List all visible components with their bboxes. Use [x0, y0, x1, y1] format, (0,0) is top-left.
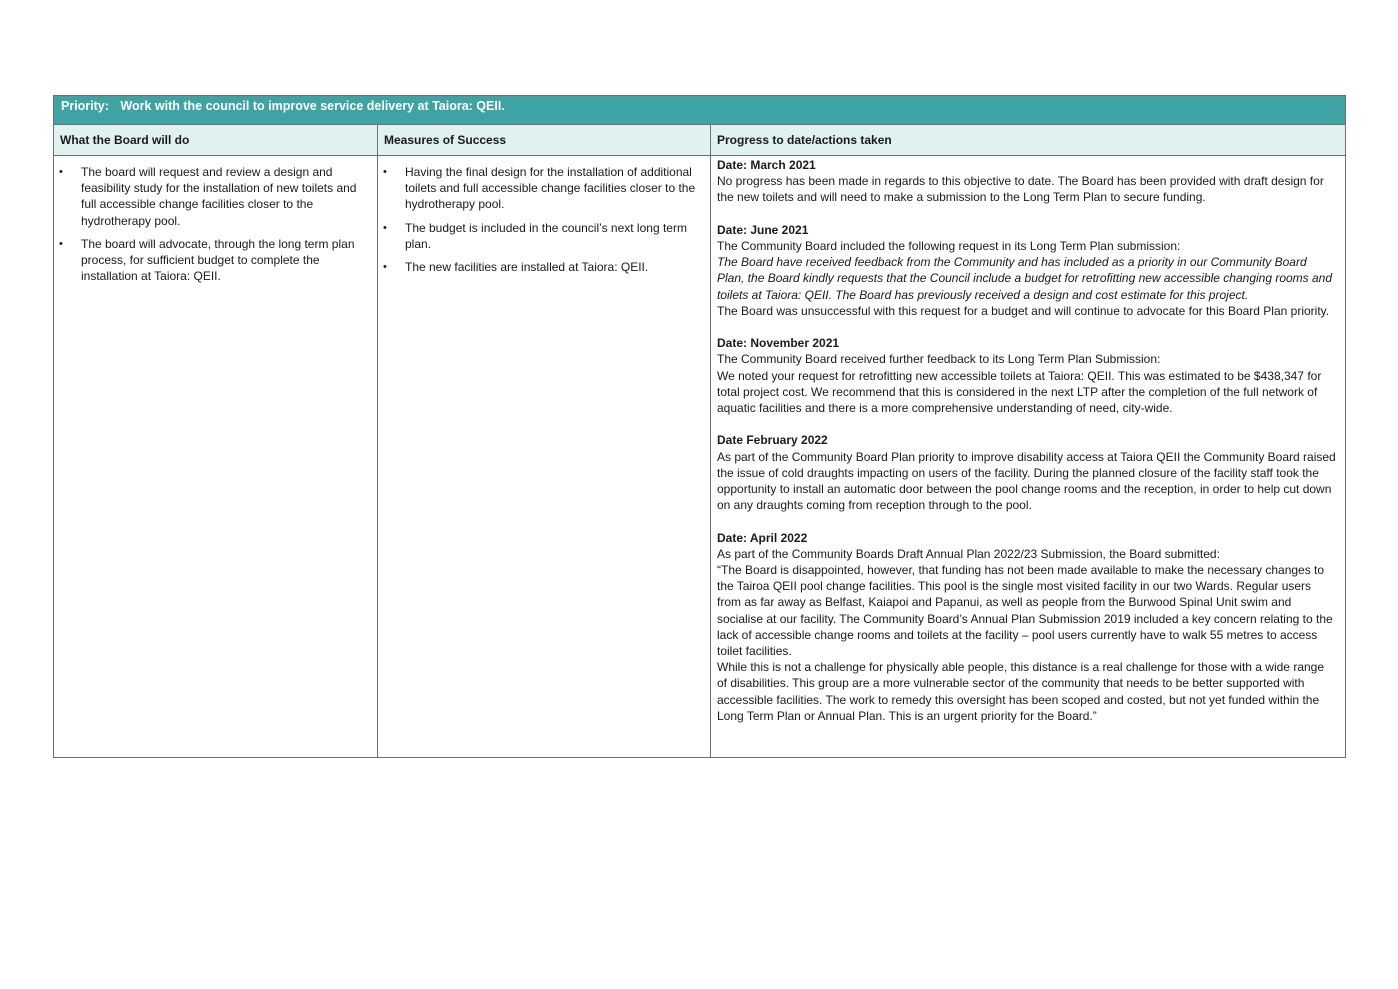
priority-text: Work with the council to improve service delivery at Taiora: QEII. — [120, 99, 505, 113]
entry-text: We noted your request for retrofitting new accessible toilets at Taiora: QEII. This was estimated to be $438,347 for total project cost. We recommend that this is considered in the next LTP after the completion of the full network of aquatic facilities and there is a more comprehensive understanding of need, city-wide. — [717, 368, 1322, 416]
progress-entry-june-2021 — [717, 222, 1337, 319]
entry-quote: The Board have received feedback from the Community and has included as a priority in our Community Board Plan, the Board kindly requests that the Council include a budget for retrofitting new accessible changing rooms and toilets at Taiora: QEII. The Board has previously received a design and cost estimate for this project. — [717, 255, 1333, 302]
priority-table — [53, 95, 1346, 758]
entry-text: “The Board is disappointed, however, that funding has not been made available to make the necessary changes to the Tairoa QEII pool change facilities. This pool is the single most visited facility in our two Wards. Regular users from as far away as Belfast, Kaiapoi and Papanui, as well as people from the Burwood Spinal Unit swim and socialise at our facility. The Community Board’s Annual Plan Submission 2019 included a key concern relating to the lack of accessible change rooms and toilets at the facility – pool users currently have to walk 55 metres to access toilet facilities. — [717, 563, 1333, 659]
progress-entry-february-2022 — [717, 432, 1337, 513]
entry-text: The Community Board received further feedback to its Long Term Plan Submission: — [717, 352, 1161, 367]
table-columns — [54, 125, 1345, 757]
entry-date: Date: April 2022 — [717, 530, 808, 545]
measures-cell — [378, 156, 711, 757]
measure-item: • Having the final design for the installation of additional toilets and full accessible change facilities closer to the hydrotherapy pool. — [405, 164, 702, 213]
entry-date: Date: November 2021 — [717, 336, 840, 351]
priority-label: Priority: — [61, 99, 109, 113]
priority-header — [54, 96, 1345, 125]
column-header-board-actions: What the Board will do — [54, 125, 378, 156]
entry-date: Date: March 2021 — [717, 158, 816, 172]
entry-text: As part of the Community Board Plan priority to improve disability access at Taiora QEII the Community Board raised the issue of cold draughts impacting on users of the facility. During the planned closure of the facility staff took the opportunity to install an automatic door between the pool change rooms and the reception, in order to help cut down on any draughts coming from reception through to the pool. — [717, 449, 1336, 513]
board-actions-list — [54, 156, 377, 284]
board-action-item: • The board will advocate, through the long term plan process, for sufficient budget to complete the installation at Taiora: QEII. — [81, 236, 369, 285]
entry-text: While this is not a challenge for physically able people, this distance is a real challenge for those with a wide range of disabilities. This group are a more vulnerable sector of the community that needs to be better supported with accessible facilities. The work to remedy this oversight has been scoped and costed, but not yet funded within the Long Term Plan or Annual Plan. This is an urgent priority for the Board.” — [717, 660, 1325, 723]
entry-date: Date February 2022 — [717, 433, 828, 448]
progress-cell — [711, 156, 1345, 757]
board-actions-cell — [54, 156, 378, 757]
progress-entry-march-2021 — [717, 157, 1337, 206]
entry-text: The Community Board included the following request in its Long Term Plan submission: — [717, 239, 1181, 253]
entry-text: No progress has been made in regards to this objective to date. The Board has been provided with draft design for the new toilets and will need to make a submission to the Long Term Plan to secure funding. — [717, 174, 1324, 205]
entry-text: As part of the Community Boards Draft Annual Plan 2022/23 Submission, the Board submitted: — [717, 546, 1220, 561]
column-header-measures: Measures of Success — [378, 125, 711, 156]
measure-item: • The new facilities are installed at Taiora: QEII. — [405, 259, 702, 275]
progress-entry-november-2021 — [717, 335, 1337, 416]
measures-list — [378, 156, 710, 275]
entry-date: Date: June 2021 — [717, 222, 809, 237]
progress-entry-april-2022 — [717, 530, 1337, 724]
entry-text: The Board was unsuccessful with this request for a budget and will continue to advocate for this Board Plan priority. — [717, 303, 1330, 318]
measure-item: • The budget is included in the council’s next long term plan. — [405, 220, 702, 252]
column-header-progress: Progress to date/actions taken — [711, 125, 1345, 156]
board-action-item: • The board will request and review a design and feasibility study for the installation of new toilets and full accessible change facilities closer to the hydrotherapy pool. — [81, 164, 369, 229]
